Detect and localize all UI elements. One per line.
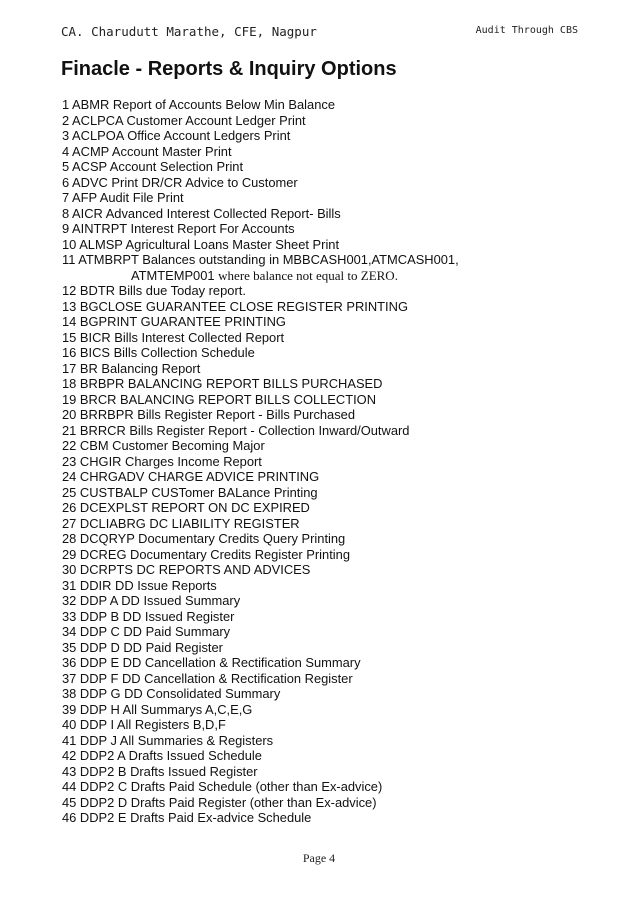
- list-item: 8 AICR Advanced Interest Collected Report- Bills: [62, 205, 341, 221]
- list-item: 25 CUSTBALP CUSTomer BALance Printing: [62, 484, 318, 500]
- list-item: 46 DDP2 E Drafts Paid Ex-advice Schedule: [62, 810, 312, 825]
- list-item: 36 DDP E DD Cancellation & Rectification Summary: [62, 655, 361, 670]
- list-item: [62, 252, 602, 283]
- list-item: 3 ACLPOA Office Account Ledgers Print: [62, 128, 291, 143]
- report-list: [62, 97, 602, 826]
- list-item: 29 DCREG Documentary Credits Register Printing: [62, 546, 350, 562]
- page-title: Finacle - Reports & Inquiry Options: [61, 58, 397, 80]
- list-item: 18 BRBPR BALANCING REPORT BILLS PURCHASED: [62, 376, 383, 391]
- list-item: 37 DDP F DD Cancellation & Rectification Register: [62, 670, 353, 686]
- list-item: 22 CBM Customer Becoming Major: [62, 438, 265, 453]
- continuation-code: ATMTEMP001: [131, 267, 215, 283]
- list-item: 17 BR Balancing Report: [62, 360, 201, 376]
- list-item: 9 AINTRPT Interest Report For Accounts: [62, 221, 295, 236]
- list-item-text: 11 ATMBRPT Balances outstanding in MBBCASH001,ATMCASH001,: [62, 252, 459, 267]
- list-item: 31 DDIR DD Issue Reports: [62, 577, 217, 593]
- list-item: 7 AFP Audit File Print: [62, 190, 184, 205]
- header-subject: Audit Through CBS: [475, 25, 578, 36]
- list-item: 19 BRCR BALANCING REPORT BILLS COLLECTION: [62, 391, 377, 407]
- list-item: 35 DDP D DD Paid Register: [62, 639, 223, 655]
- page-number: Page 4: [302, 851, 336, 865]
- list-item: 45 DDP2 D Drafts Paid Register (other than Ex-advice): [62, 794, 377, 810]
- continuation-text: where balance not equal to ZERO.: [218, 267, 398, 283]
- list-item: 21 BRRCR Bills Register Report - Collection Inward/Outward: [62, 422, 410, 438]
- list-item: 13 BGCLOSE GUARANTEE CLOSE REGISTER PRINTING: [62, 298, 408, 314]
- list-item: 12 BDTR Bills due Today report.: [62, 283, 246, 298]
- list-item: 43 DDP2 B Drafts Issued Register: [62, 763, 258, 779]
- list-item: 27 DCLIABRG DC LIABILITY REGISTER: [62, 515, 300, 531]
- list-item: 10 ALMSP Agricultural Loans Master Sheet Print: [62, 236, 340, 252]
- list-item: 34 DDP C DD Paid Summary: [62, 624, 231, 639]
- list-item: 5 ACSP Account Selection Print: [62, 159, 244, 174]
- list-item: 20 BRRBPR Bills Register Report - Bills Purchased: [62, 407, 356, 422]
- list-item: 15 BICR Bills Interest Collected Report: [62, 329, 285, 345]
- list-item: 24 CHRGADV CHARGE ADVICE PRINTING: [62, 469, 320, 484]
- list-item: 30 DCRPTS DC REPORTS AND ADVICES: [62, 562, 311, 577]
- list-item: 2 ACLPCA Customer Account Ledger Print: [62, 112, 306, 128]
- list-item: 1 ABMR Report of Accounts Below Min Balance: [62, 97, 335, 112]
- header-author: CA. Charudutt Marathe, CFE, Nagpur: [61, 24, 317, 39]
- list-item: 42 DDP2 A Drafts Issued Schedule: [62, 748, 262, 763]
- list-item: 41 DDP J All Summaries & Registers: [62, 732, 274, 748]
- list-item: 16 BICS Bills Collection Schedule: [62, 345, 255, 360]
- list-item: 6 ADVC Print DR/CR Advice to Customer: [62, 174, 298, 190]
- list-item: 4 ACMP Account Master Print: [62, 143, 232, 159]
- list-item: 38 DDP G DD Consolidated Summary: [62, 686, 281, 701]
- list-item: 44 DDP2 C Drafts Paid Schedule (other than Ex-advice): [62, 779, 383, 794]
- list-item: 40 DDP I All Registers B,D,F: [62, 717, 226, 732]
- list-item: 32 DDP A DD Issued Summary: [62, 593, 241, 608]
- list-item: 23 CHGIR Charges Income Report: [62, 453, 262, 469]
- list-item: 33 DDP B DD Issued Register: [62, 608, 235, 624]
- list-item: 26 DCEXPLST REPORT ON DC EXPIRED: [62, 500, 310, 515]
- list-item-continuation: [62, 268, 602, 284]
- list-item: 28 DCQRYP Documentary Credits Query Printing: [62, 531, 346, 546]
- list-item: 14 BGPRINT GUARANTEE PRINTING: [62, 314, 286, 329]
- list-item: 39 DDP H All Summarys A,C,E,G: [62, 701, 253, 717]
